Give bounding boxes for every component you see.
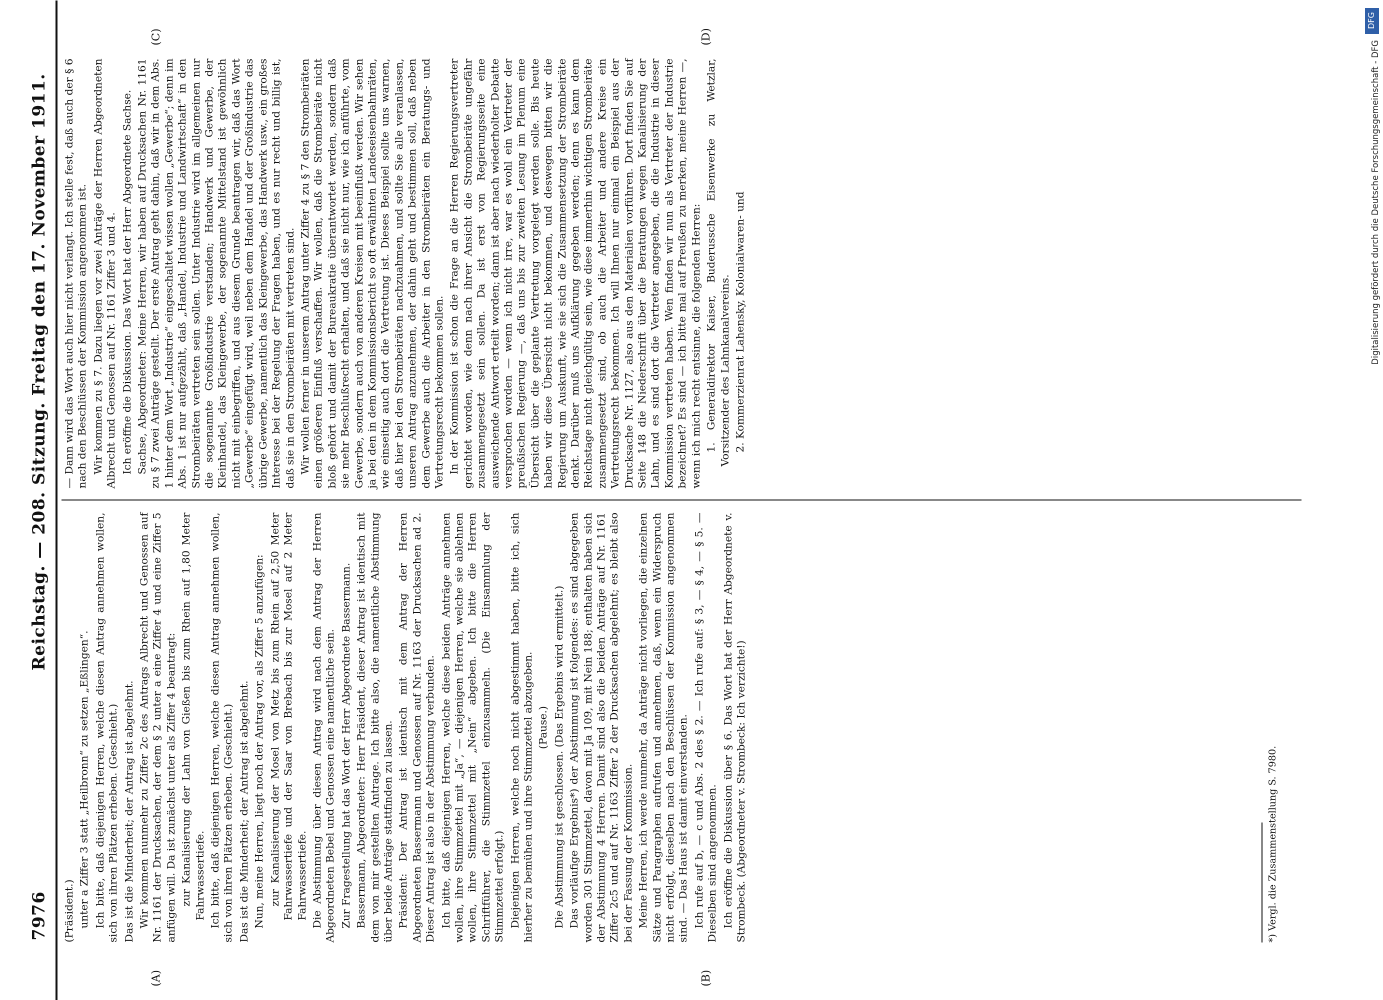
paragraph: Ich eröffne die Diskussion über § 6. Das Wort hat der Herr Abgeordnete v. Strombeck. (Abgeordneter v. Strombeck: Ich verzichte!) [722,512,748,943]
paragraph: Zur Fragestellung hat das Wort der Herr Abgeordnete Bassermann. [340,562,353,929]
paragraph: — Dann wird das Wort auch hier nicht verlangt. Ich stelle fest, daß auch der § 6 nach den Beschlüssen der Kommission angenommen ist. [63,58,89,489]
dfg-logo: DFG [1365,8,1379,34]
footnote: *) Vergl. die Zusammenstellung S. 7980. [1267,745,1279,943]
vote-result: Das vorläufige Ergebnis*) der Abstimmung ist folgendes: es sind abgegeben worden 301 Stimmzettel, davon mit Ja 109, mit Nein 188; enthalten haben sich der Abstimmung 4 Herren. Damit sind also die beiden Anträge auf Nr. 1161 Ziffer 2c5 und auf Nr. 1163 Ziffer 2 der Drucksachen abgelehnt; es bleibt also bei der Fassung der Kommission. [568,512,635,943]
paragraph: Die Abstimmung über diesen Antrag wird nach dem Antrag der Herren Abgeordneten Bebel und Genossen eine namentliche sein. [311,512,337,943]
paragraph: In der Kommission ist schon die Frage an die Herren Regierungsvertreter gerichtet worden, wie denn nach ihrer Ansicht die Strombeiräte ungefähr zusammengesetzt sein sollen. Da ist erst von Regierungsseite eine ausweichende Antwort erteilt worden; dann ist aber nach wiederholter Debatte versprochen worden — wenn ich nicht irre, war es wohl ein Vertreter der preußischen Regierung —, daß uns bis zur zweiten Lesung im Plenum eine Übersicht über die geplante Vertretung vorgelegt werden solle. Bis heute haben wir diese Übersicht nicht bekommen, und deswegen bitten wir die Regierung um Auskunft, wie sie sich die Zusammensetzung der Strombeiräte denkt. Darüber muß uns Aufklärung gegeben werden; denn es kann dem Reichstage nicht gleichgültig sein, wie diese immerhin wichtigen Strombeiräte zusammengesetzt sind, ob auch die Arbeiter und andere Kreise ein Vertretungsrecht bekommen. Ich will Ihnen nur einmal ein Beispiel aus der Drucksache Nr. 1127, also aus den Materialien vorführen. Dort finden Sie auf Seite 148 die Niederschrift über die Beratungen wegen Kanalisierung der Lahn, und es sind dort die Vertreter angegeben, die die Industrie in dieser Kommission vertreten haben. Wen finden wir nun als Vertreter der Industrie bezeichnet? Es sind — ich bitte mal auf Preußen zu merken, meine Herren —, wenn ich mich recht entsinne, die folgenden Herren: [448,58,703,489]
paragraph: Ich bitte, daß diejenigen Herren, welche diesen Antrag annehmen wollen, sich von ihren Plätzen erheben. (Geschieht.) [94,512,120,943]
paragraph: Das ist die Minderheit; der Antrag ist abgelehnt. [123,680,136,943]
paragraph: Wir kommen nunmehr zu Ziffer 2c des Antrags Albrecht und Genossen auf Nr. 1161 der Drucksachen, der dem § 2 unter a eine Ziffer 4 und eine Ziffer 5 anfügen will. Da ist zunächst unter als Ziffer 4 beantragt: [138,512,178,943]
right-column [64,59,750,489]
page-number: 7976 [29,891,50,941]
margin-letter-c: (C) [149,28,163,46]
left-column [64,513,752,943]
speech-president: Präsident: Der Antrag ist identisch mit dem Antrag der Herren Abgeordneten Bassermann und Genossen auf Nr. 1163 der Drucksachen ad 2. Dieser Antrag ist also in der Abstimmung verbunden. [397,512,437,943]
margin-letter-a: (A) [149,969,163,987]
quoted-motion: zur Kanalisierung der Lahn von Gießen bis zum Rhein auf 1,80 Meter Fahrwassertiefe. [180,512,207,921]
list-item: 1. Generaldirektor Kaiser, Buderussche Eisenwerke zu Wetzlar, Vorsitzender des Lahnkanalvereins. [705,58,731,467]
pause-note: (Pause.) [537,705,550,750]
rotated-page [0,1,1383,1000]
paragraph: Ich bitte, daß diejenigen Herren, welche diese beiden Anträge annehmen wollen, ihre Stimmzettel mit „Ja“, — diejenigen Herren, welche sie ablehnen wollen, ihre Stimmzettel mit „Nein“ abgeben. Ich bitte die Herren Schriftführer, die Stimmzettel einzusammeln. (Die Einsammlung der Stimmzettel erfolgt.) [440,512,506,943]
paragraph: Diejenigen Herren, welche noch nicht abgestimmt haben, bitte ich, sich hierher zu bemühen und ihre Stimmzettel abzugeben. [509,512,535,943]
footnote-rule [1262,823,1263,943]
paragraph: Wir kommen zu § 7. Dazu liegen vor zwei Anträge der Herren Abgeordneten Albrecht und Genossen auf Nr. 1161 Ziffer 3 und 4. [92,58,118,489]
column-divider [62,500,1302,501]
running-title: Reichstag. — 208. Sitzung. Freitag den 17. November 1911. [29,73,50,671]
paragraph: Meine Herren, ich werde nunmehr, da Anträge nicht vorliegen, die einzelnen Sätze und Paragraphen aufrufen und annehmen, daß, wenn ein Widerspruch nicht erfolgt, dieselben nach den Beschlüssen der Kommission angenommen sind. — Das Haus ist damit einverstanden. [637,512,690,943]
paragraph: unter a Ziffer 3 statt „Heilbronn“ zu setzen „Eßlingen“. [78,630,91,929]
paragraph: Ich eröffne die Diskussion. Das Wort hat der Herr Abgeordnete Sachse. [121,89,134,475]
quoted-motion: zur Kanalisierung der Mosel von Metz bis zum Rhein auf 2,50 Meter Fahrwassertiefe und der Saar von Brebach bis zur Mosel auf 2 Meter Fahrwassertiefe. [269,512,308,921]
speech-bassermann: Bassermann, Abgeordneter: Herr Präsident, dieser Antrag ist identisch mit dem von mir gestellten Antrage. Ich bitte also, die namentliche Abstimmung über beide Anträge stattfinden zu lassen. [355,512,395,943]
paragraph: Das ist die Minderheit; der Antrag ist abgelehnt. [238,680,251,943]
paragraph: Wir wollen ferner in unserem Antrag unter Ziffer 4 zu § 7 den Strombeiräten einen größeren Einfluß verschaffen. Wir wollen, daß die Strombeiräte nicht bloß gehört und damit der Bureaukratie überantwortet werden, sondern daß sie mehr Beschlußrecht erhalten, und daß sie nicht nur, wie ich anführte, vom Gewerbe, sondern auch von anderen Kreisen mit beeinflußt werden. Wir sehen ja bei den in dem Kommissionsbericht so oft erwähnten Landeseisenbahnräten, wie einseitig auch dort die Vertretung ist. Dieses Beispiel sollte uns warnen, daß hier bei den Strombeiräten nachzuahmen, und sollte Sie alle veranlassen, unseren Antrag anzunehmen, der dahin geht und bestimmen soll, daß neben dem Gewerbe auch die Arbeiter in den Strombeiräten ein Beratungs- und Vertretungsrecht bekommen sollen. [299,58,446,489]
list-item: 2. Kommerzienrat Lahensky, Kolonialwaren- und [734,191,747,453]
paragraph: Die Abstimmung ist geschlossen. (Das Ergebnis wird ermittelt.) [553,585,566,929]
paragraph: Ich rufe auf b, — c und Abs. 2 des § 2. — Ich rufe auf: § 3, — § 4, — § 5. — Dieselben sind angenommen. [693,512,719,943]
speech-sachse: Sachse, Abgeordneter: Meine Herren, wir haben auf Drucksachen Nr. 1161 zu § 7 zwei Anträge gestellt. Der erste Antrag geht dahin, daß wir in dem Abs. 1 hinter dem Wort „Industrie“ eingeschaltet wissen wollen „Gewerbe“; denn im Abs. 1 ist nur aufgezählt, daß „Handel, Industrie und Landwirtschaft“ in den Strombeiräten vertreten sein sollen. Unter Industrie wird im allgemeinen nur die sogenannte Großindustrie verstanden; Handwerk und Gewerbe, der Kleinhandel, das Kleingewerbe, der sogenannte Mittelstand ist gewöhnlich nicht mit einbegriffen, und aus diesem Grunde beantragen wir, daß das Wort „Gewerbe“ eingefügt wird, weil neben dem Handel und der Großindustrie das übrige Gewerbe, namentlich das Kleingewerbe, das Handwerk usw., ein großes Interesse bei der Regelung der Fragen haben, und es nur recht und billig ist, daß sie in den Strombeiräten mit vertreten sind. [136,58,296,489]
paragraph: Nun, meine Herren, liegt noch der Antrag vor, als Ziffer 5 anzufügen: [253,554,266,929]
margin-letter-d: (D) [699,28,713,46]
digitization-credit: Digitalisierung gefördert durch die Deutsche Forschungsgemeinschaft - DFG [1371,40,1381,365]
speaker-tag: (Präsident.) [63,879,76,943]
margin-letter-b: (B) [699,969,713,987]
paragraph: Ich bitte, daß diejenigen Herren, welche diesen Antrag annehmen wollen, sich von ihren Plätzen erheben. (Geschieht.) [209,512,235,943]
